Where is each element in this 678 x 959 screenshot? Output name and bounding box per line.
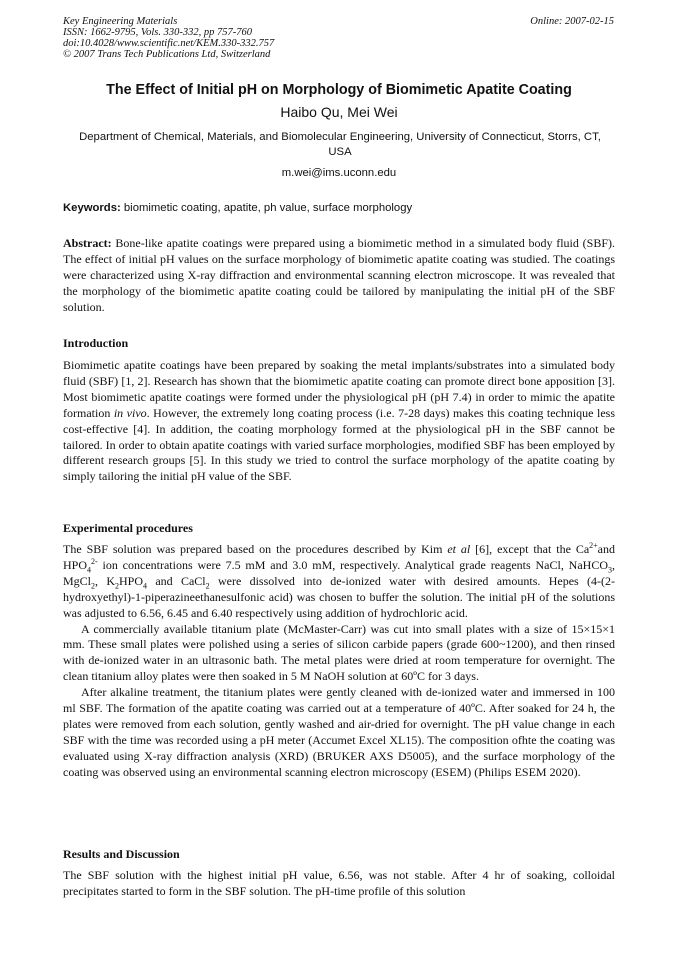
introduction-italic: in vivo [113,405,147,420]
introduction-text-end: . However, the extremely long coating process (i.e. 7-28 days) makes this coating technique less cost-effective [4]. In addition, the coating morphology formed at the physiological pH in the SBF cannot be tailored. In order to obtain apatite coatings with varied surface morphologies, modified SBF has been employed by different research groups [5]. In this study we tried to control the surface morphology of the apatite coating by simply tailoring the initial pH value of the SBF. [63,405,615,484]
authors: Haibo Qu, Mei Wei [280,104,398,120]
results-paragraph-1: The SBF solution with the highest initial pH value, 6.56, was not stable. After 4 hr of soaking, colloidal precipitates started to form in the SBF solution. The pH-time profile of this solution [63,868,615,898]
affiliation: Department of Chemical, Materials, and Biomolecular Engineering, University of Connecticut, Storrs, CT, USA [79,131,601,158]
abstract-text: Bone-like apatite coatings were prepared using a biomimetic method in a simulated body fluid (SBF). The effect of initial pH values on the surface morphology of biomimetic apatite coating was studied. The coatings were characterized using X-ray diffraction and environmental scanning electron microscope. It was revealed that the morphology of the biomimetic apatite coating could be tailored by manipulating the initial pH of the SBF solution. [63,236,615,314]
abstract-label: Abstract: [63,236,112,250]
introduction-heading: Introduction [63,336,129,350]
journal-name: Key Engineering Materials [63,16,178,27]
experimental-paragraph-1: The SBF solution was prepared based on the procedures described by Kim et al [6], except that the $Ca^{2+}and$ $HPO_4^{2-}$ ion concentrations were 7.5 mM and 3.0 mM, respectively. Analytical grade reagents NaCl, NaHCO$_3$, MgCl$_2$, $K_2HPO_4$ and CaCl$_2$ were dissolved into de-ionized water with desired amounts. Hepes (4-(2-hydroxyethyl)-1-piperazineethanesulfonic acid) was chosen to buffer the solution. The initial pH of the solutions was adjusted to 6.56, 6.45 and 6.40 respectively using addition of hydrochloric acid. [63,541,615,620]
copyright-line: © 2007 Trans Tech Publications Ltd, Switzerland [63,49,271,60]
experimental-paragraph-3: After alkaline treatment, the titanium plates were gently cleaned with de-ionized water and immersed in 100 ml SBF. The formation of the apatite coating was carried out at a temperature of 40ºC. After soaked for 24 h, the plates were removed from each solution, gently washed and air-dried for overnight. The pH value change in each SBF with the time was recorded using a pH meter (Accumet Excel XL15). The composition ofhte the coating was evaluated using X-ray diffraction analysis (XRD) (BRUKER AXS D5005), and the surface morphology of the coating was observed using an environmental scanning electron microscopy (ESEM) (Philips ESEM 2020). [63,685,615,779]
keywords-label: Keywords: [63,202,121,214]
experimental-paragraph-2: A commercially available titanium plate (McMaster-Carr) was cut into small plates with a size of 15×15×1 mm. These small plates were polished using a series of silicon carbide papers (grade 600~1200), and then rinsed with de-ionized water in an ultrasonic bath. The metal plates were dried at room temperature for overnight. The clean titanium alloy plates were then soaked in 5 M NaOH solution at 60ºC for 3 days. [63,621,615,684]
introduction-text: Biomimetic apatite coatings have been prepared by soaking the metal implants/substrates into a simulated body fluid (SBF) [1, 2]. Research has shown that the biomimetic apatite coating can promote direct bone apposition [3]. Most biomimetic apatite coatings were formed under the physiological pH (pH 7.4) in order to mimic the apatite formation [63,358,615,420]
experimental-body [63,542,615,781]
issn-line: ISSN: 1662-9795, Vols. 330-332, pp 757-760 [63,27,252,38]
keywords [63,202,615,214]
author-email: m.wei@ims.uconn.edu [281,167,397,179]
results-heading: Results and Discussion [63,847,180,861]
introduction-body [63,358,615,485]
journal-header [63,16,274,60]
results-body [63,868,615,900]
abstract [63,236,615,316]
experimental-heading: Experimental procedures [63,521,193,535]
doi-line: doi:10.4028/www.scientific.net/KEM.330-332.757 [63,38,275,49]
keywords-text: biomimetic coating, apatite, ph value, surface morphology [120,202,413,214]
online-date: Online: 2007-02-15 [530,16,614,27]
paper-title: The Effect of Initial pH on Morphology of Biomimetic Apatite Coating [106,82,572,98]
